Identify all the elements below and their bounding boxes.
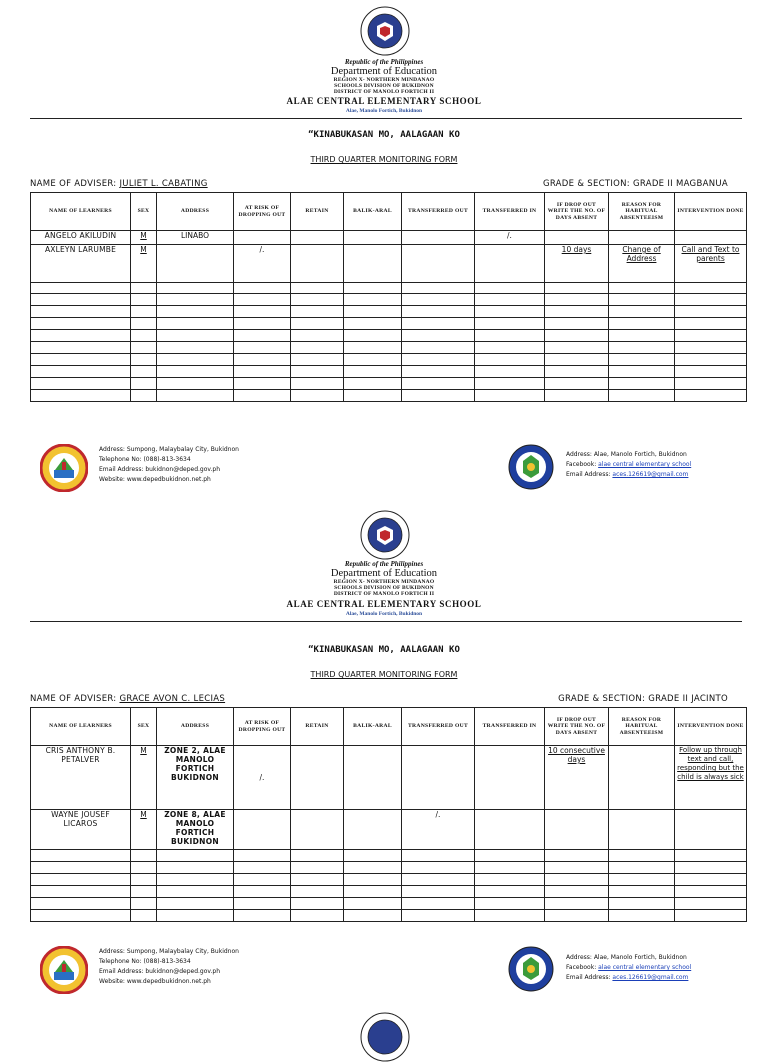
reason-cell	[609, 810, 675, 850]
blank-row	[31, 318, 747, 330]
blank-row	[31, 862, 747, 874]
email-link[interactable]: aces.126619@gmail.com	[612, 974, 689, 981]
col-header: NAME OF LEARNERS	[31, 193, 131, 231]
balik-aral-cell	[344, 231, 402, 245]
blank-row	[31, 342, 747, 354]
blank-row	[31, 390, 747, 402]
transferred-out-cell	[402, 245, 475, 283]
region-line: REGION X- NORTHERN MINDANAO	[333, 579, 435, 585]
division-line: SCHOOLS DIVISION OF BUKIDNON	[334, 585, 434, 591]
intervention-cell	[675, 810, 747, 850]
facebook-label: Facebook:	[566, 461, 597, 468]
adviser-line	[30, 694, 225, 704]
facebook-link[interactable]: alae central elementary school	[598, 964, 692, 971]
days-absent-value: 10 days	[561, 245, 592, 254]
motto: “KINABUKASAN MO, AALAGAAN KO	[308, 645, 460, 655]
division-website: Website: www.depedbukidnon.net.ph	[99, 978, 211, 985]
table-row	[31, 810, 747, 850]
intervention-cell	[675, 231, 747, 245]
grade-section: GRADE & SECTION: GRADE II MAGBANUA	[542, 179, 728, 189]
transferred-out-cell	[402, 746, 475, 810]
learner-name: CRIS ANTHONY B. PETALVER	[31, 746, 131, 810]
col-header: NAME OF LEARNERS	[31, 708, 131, 746]
col-header: ADDRESS	[157, 193, 234, 231]
learner-name: AXLEYN LARUMBE	[31, 245, 131, 283]
col-header: INTERVENTION DONE	[675, 708, 747, 746]
blank-row	[31, 874, 747, 886]
school-contact	[566, 953, 691, 983]
blank-row	[31, 330, 747, 342]
col-header: BALIK-ARAL	[344, 193, 402, 231]
col-header: REASON FOR HABITUAL ABSENTEEISM	[609, 708, 675, 746]
col-header: BALIK-ARAL	[344, 708, 402, 746]
monitoring-table	[30, 707, 747, 922]
days-absent-cell	[545, 810, 609, 850]
retain-cell	[291, 245, 344, 283]
school-logo-icon	[508, 444, 554, 490]
col-header: RETAIN	[291, 193, 344, 231]
transferred-out-cell: /.	[402, 810, 475, 850]
transferred-in-cell	[475, 245, 545, 283]
division-address: Address: Sumpong, Malaybalay City, Bukidnon	[99, 446, 239, 453]
division-email: Email Address: bukidnon@deped.gov.ph	[99, 968, 221, 975]
col-header: SEX	[131, 708, 157, 746]
motto: “KINABUKASAN MO, AALAGAAN KO	[308, 130, 460, 140]
school-facebook-line	[566, 460, 691, 470]
transferred-in-cell: /.	[475, 231, 545, 245]
division-telephone: Telephone No: (088)-813-3634	[99, 456, 191, 463]
learner-address: ZONE 2, ALAE MANOLO FORTICH BUKIDNON	[157, 746, 234, 810]
table-row	[31, 231, 747, 245]
blank-row	[31, 850, 747, 862]
learner-address: LINABO	[157, 231, 234, 245]
reason-value: Change of Address	[622, 245, 661, 263]
col-header: AT RISK OF DROPPING OUT	[234, 193, 291, 231]
col-header: IF DROP OUT WRITE THE NO. OF DAYS ABSENT	[545, 193, 609, 231]
adviser-line	[30, 179, 208, 189]
deped-seal-partial-icon	[360, 1012, 410, 1062]
adviser-name: GRACE AVON C. LECIAS	[119, 694, 226, 704]
deped-seal-icon	[360, 510, 410, 560]
department-name: Department of Education	[330, 568, 438, 579]
days-absent-cell	[545, 746, 609, 810]
form-title	[0, 155, 768, 164]
col-header: TRANSFERRED OUT	[402, 708, 475, 746]
reason-cell	[609, 245, 675, 283]
division-website: Website: www.depedbukidnon.net.ph	[99, 476, 211, 483]
division-contact	[99, 445, 239, 485]
form-title-text: THIRD QUARTER MONITORING FORM	[310, 670, 458, 679]
division-line: SCHOOLS DIVISION OF BUKIDNON	[334, 83, 434, 89]
email-label: Email Address:	[566, 471, 611, 478]
balik-aral-cell	[344, 810, 402, 850]
adviser-name: JULIET L. CABATING	[119, 179, 208, 189]
email-label: Email Address:	[566, 974, 611, 981]
at-risk-cell: /.	[234, 746, 291, 810]
days-absent-value: 10 consecutive days	[548, 746, 605, 764]
table-header-row	[31, 193, 747, 231]
col-header: TRANSFERRED IN	[475, 193, 545, 231]
intervention-value: Call and Text to parents	[681, 245, 740, 263]
at-risk-cell	[234, 231, 291, 245]
learner-sex-value: M	[140, 810, 147, 819]
deped-seal-icon	[360, 6, 410, 56]
learner-address: ZONE 8, ALAE MANOLO FORTICH BUKIDNON	[157, 810, 234, 850]
retain-cell	[291, 746, 344, 810]
school-email-line	[566, 470, 691, 480]
learner-sex	[131, 810, 157, 850]
school-location: Alae, Manolo Fortich, Bukidnon	[345, 108, 423, 114]
school-email-line	[566, 973, 691, 983]
blank-row	[31, 898, 747, 910]
reason-cell	[609, 746, 675, 810]
learner-sex-value: M	[140, 746, 147, 755]
facebook-link[interactable]: alae central elementary school	[598, 461, 692, 468]
school-address: Address: Alae, Manolo Fortich, Bukidnon	[566, 954, 687, 961]
form-title	[0, 670, 768, 679]
division-contact	[99, 947, 239, 987]
days-absent-cell	[545, 245, 609, 283]
blank-row	[31, 366, 747, 378]
monitoring-table	[30, 192, 747, 402]
blank-row	[31, 886, 747, 898]
email-link[interactable]: aces.126619@gmail.com	[612, 471, 689, 478]
col-header: IF DROP OUT WRITE THE NO. OF DAYS ABSENT	[545, 708, 609, 746]
facebook-label: Facebook:	[566, 964, 597, 971]
reason-cell	[609, 231, 675, 245]
col-header: TRANSFERRED OUT	[402, 193, 475, 231]
division-logo-icon	[40, 946, 88, 994]
retain-cell	[291, 231, 344, 245]
learner-address	[157, 245, 234, 283]
intervention-value: Follow up through text and call, responding but the child is always sick	[677, 746, 744, 781]
balik-aral-cell	[344, 746, 402, 810]
division-email: Email Address: bukidnon@deped.gov.ph	[99, 466, 221, 473]
learner-sex-value: M	[140, 231, 147, 240]
days-absent-cell	[545, 231, 609, 245]
department-name: Department of Education	[330, 66, 438, 77]
learner-sex-value: M	[140, 245, 147, 254]
district-line: DISTRICT OF MANOLO FORTICH II	[333, 89, 435, 95]
division-address: Address: Sumpong, Malaybalay City, Bukidnon	[99, 948, 239, 955]
adviser-label: NAME OF ADVISER:	[30, 179, 117, 189]
transferred-in-cell	[475, 810, 545, 850]
republic-line: Republic of the Philippines	[344, 58, 424, 66]
school-logo-icon	[508, 946, 554, 992]
table-row	[31, 746, 747, 810]
form-title-text: THIRD QUARTER MONITORING FORM	[310, 155, 458, 164]
blank-row	[31, 354, 747, 366]
header-divider	[30, 621, 742, 622]
school-contact	[566, 450, 691, 480]
school-location: Alae, Manolo Fortich, Bukidnon	[345, 611, 423, 617]
col-header: TRANSFERRED IN	[475, 708, 545, 746]
learner-sex	[131, 245, 157, 283]
republic-line: Republic of the Philippines	[344, 560, 424, 568]
col-header: REASON FOR HABITUAL ABSENTEEISM	[609, 193, 675, 231]
learner-sex	[131, 746, 157, 810]
blank-row	[31, 306, 747, 318]
at-risk-cell: /.	[234, 245, 291, 283]
division-logo-icon	[40, 444, 88, 492]
region-line: REGION X- NORTHERN MINDANAO	[333, 77, 435, 83]
transferred-out-cell	[402, 231, 475, 245]
learner-name: ANGELO AKILUDIN	[31, 231, 131, 245]
school-facebook-line	[566, 963, 691, 973]
adviser-label: NAME OF ADVISER:	[30, 694, 117, 704]
retain-cell	[291, 810, 344, 850]
blank-row	[31, 378, 747, 390]
header-divider	[30, 118, 742, 119]
blank-row	[31, 294, 747, 306]
blank-row	[31, 283, 747, 294]
learner-name: WAYNE JOUSEF LICAROS	[31, 810, 131, 850]
school-name: ALAE CENTRAL ELEMENTARY SCHOOL	[286, 599, 482, 609]
intervention-cell	[675, 746, 747, 810]
table-row	[31, 245, 747, 283]
col-header: INTERVENTION DONE	[675, 193, 747, 231]
col-header: RETAIN	[291, 708, 344, 746]
col-header: AT RISK OF DROPPING OUT	[234, 708, 291, 746]
intervention-cell	[675, 245, 747, 283]
school-name: ALAE CENTRAL ELEMENTARY SCHOOL	[286, 96, 482, 106]
learner-sex	[131, 231, 157, 245]
transferred-in-cell	[475, 746, 545, 810]
blank-row	[31, 910, 747, 922]
school-address: Address: Alae, Manolo Fortich, Bukidnon	[566, 451, 687, 458]
table-header-row	[31, 708, 747, 746]
col-header: ADDRESS	[157, 708, 234, 746]
division-telephone: Telephone No: (088)-813-3634	[99, 958, 191, 965]
district-line: DISTRICT OF MANOLO FORTICH II	[333, 591, 435, 597]
col-header: SEX	[131, 193, 157, 231]
at-risk-cell	[234, 810, 291, 850]
grade-section: GRADE & SECTION: GRADE II JACINTO	[558, 694, 728, 704]
balik-aral-cell	[344, 245, 402, 283]
